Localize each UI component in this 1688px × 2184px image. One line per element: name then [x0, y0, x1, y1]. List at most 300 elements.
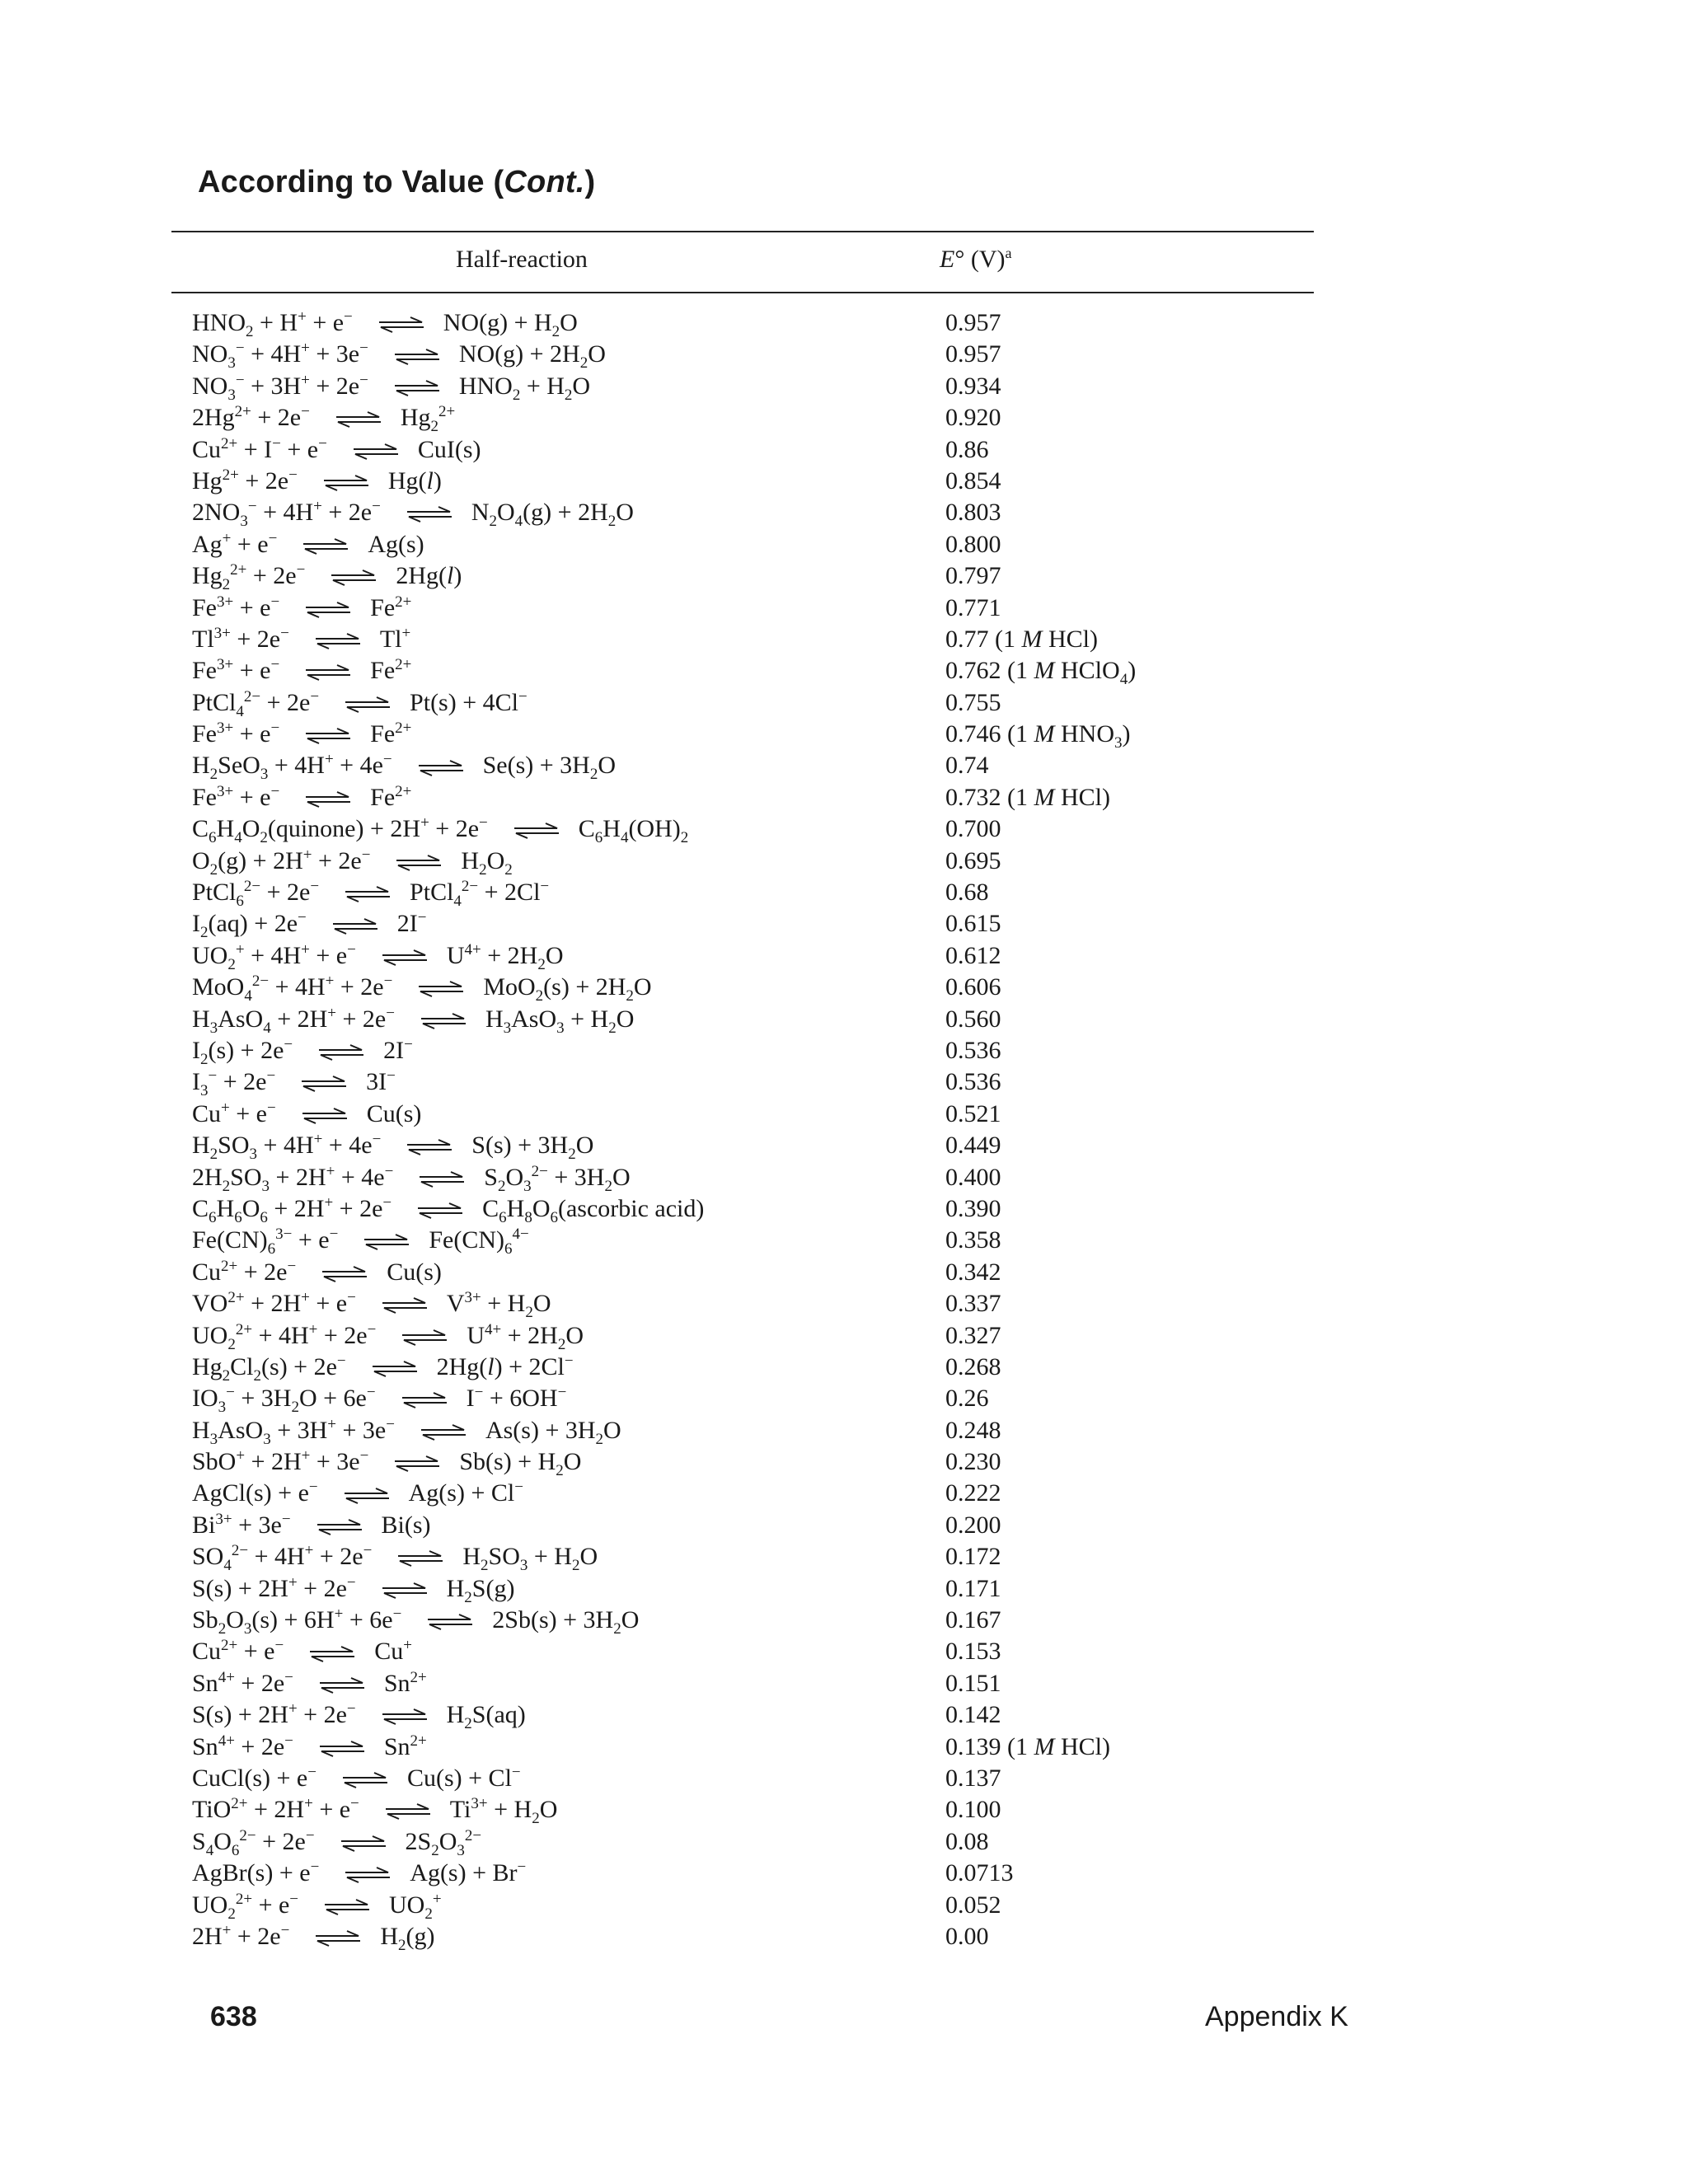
table-row: [0, 1035, 1688, 1066]
table-row: [0, 1257, 1688, 1288]
table-row: [0, 1130, 1688, 1164]
table-row: [0, 1415, 1688, 1446]
equilibrium-arrow-icon: [416, 1202, 464, 1219]
reactants: SbO+ + 2H+ + 3e−: [192, 1447, 369, 1476]
reactants: $S_4O_6^{2-} + 2e^-$: [192, 1826, 315, 1859]
potential-condition: (1 M $HNO_3$): [1001, 720, 1131, 752]
table-body: [0, 307, 1688, 1952]
reactants: $Fe^{3+} + e^-$: [192, 782, 280, 811]
products: $Sn^{2+}$: [383, 1668, 427, 1697]
half-reaction: [192, 1288, 551, 1322]
heading-italic: Cont.: [504, 165, 585, 199]
potential-number: 0.934: [945, 372, 1001, 400]
products: $H_3AsO_3 + H_2O$: [485, 1005, 635, 1037]
potential-number: 0.695: [945, 846, 1001, 874]
potential-number: 0.560: [945, 1005, 1001, 1033]
products: 2Hg(l) + 2Cl−: [436, 1352, 574, 1380]
half-reaction: [192, 402, 455, 434]
reactants: $Cu^{2+} + I^- + e^-$: [192, 434, 327, 463]
potential-number: 0.797: [945, 562, 1001, 590]
half-reaction: [192, 1541, 598, 1575]
table-row: [0, 1858, 1688, 1889]
potential-value: [945, 1162, 1001, 1193]
potential-value: [945, 1004, 1001, 1035]
products: $H_2SO_3 + H_2O$: [462, 1543, 598, 1575]
potential-number: 0.957: [945, 309, 1001, 336]
half-reaction: [192, 1636, 412, 1667]
products: $N_2O_4(g) + 2H_2O$: [471, 499, 634, 531]
table-row: [0, 1573, 1688, 1605]
half-reaction: [192, 1573, 514, 1605]
equilibrium-arrow-icon: [301, 1108, 349, 1124]
potential-number: 0.151: [945, 1669, 1001, 1697]
potential-number: 0.08: [945, 1827, 989, 1855]
potential-value: [945, 1415, 1001, 1446]
half-reaction: [192, 1035, 413, 1066]
table-row: [0, 371, 1688, 402]
half-reaction: [192, 1257, 442, 1288]
equilibrium-arrow-icon: [314, 1930, 362, 1947]
potential-value: [945, 1573, 1001, 1605]
table-row: [0, 1162, 1688, 1193]
table-row: [0, 750, 1688, 784]
products: $UO_2^+$: [389, 1890, 442, 1923]
table-row: [0, 1478, 1688, 1509]
reactants: $H_2SeO_3 + 4H^+ + 4e^-$: [192, 751, 392, 784]
table-row: [0, 1099, 1688, 1130]
products: $Sn^{2+}$: [383, 1732, 427, 1760]
potential-value: [945, 782, 1110, 813]
half-reaction: [192, 1130, 594, 1164]
potential-value: [945, 560, 1001, 592]
potential-value: [945, 877, 989, 908]
reactants: $C_6H_6O_6 + 2H^+ + 2e^-$: [192, 1193, 392, 1226]
equilibrium-arrow-icon: [344, 1867, 392, 1883]
equilibrium-arrow-icon: [420, 1013, 467, 1029]
reactants: $C_6H_4O_2(quinone) + 2H^+ + 2e^-$: [192, 814, 488, 847]
reactants: $NO_3^- + 4H^+ + 3e^-$: [192, 340, 368, 373]
table-row: [0, 1193, 1688, 1225]
half-reaction: [192, 434, 481, 466]
table-row: [0, 908, 1688, 940]
reactants: $Hg^{2+} + 2e^-$: [192, 466, 298, 494]
potential-number: 0.957: [945, 340, 1001, 368]
equilibrium-arrow-icon: [381, 949, 429, 966]
equilibrium-arrow-icon: [384, 1803, 432, 1820]
potential-value: [945, 687, 1001, 719]
products: Cu(s) + Cl−: [406, 1763, 521, 1792]
reactants: $Fe(CN)_6^{3-} + e^-$: [192, 1226, 339, 1258]
products: $NO(g) + H_2O$: [443, 309, 578, 340]
potential-value: [945, 1763, 1001, 1794]
equilibrium-arrow-icon: [401, 1392, 448, 1408]
table-row: [0, 1320, 1688, 1352]
potential-number: 0.139: [945, 1732, 1001, 1760]
reactants: PtCl$_4^{2-}$ + 2e−: [192, 687, 320, 720]
potential-number: 0.521: [945, 1099, 1001, 1127]
potential-number: 0.26: [945, 1385, 989, 1413]
potential-number: 0.153: [945, 1638, 1001, 1666]
table-row: [0, 434, 1688, 466]
products: $Sb(s) + H_2O$: [459, 1448, 582, 1480]
reactants: AgBr(s) + e−: [192, 1858, 320, 1887]
products: $V^{3+} + H_2O$: [446, 1289, 551, 1322]
equilibrium-arrow-icon: [395, 855, 443, 871]
potential-number: 0.86: [945, 435, 989, 463]
table-row: [0, 1383, 1688, 1417]
half-reaction: [192, 1066, 396, 1098]
table-row: [0, 719, 1688, 750]
equilibrium-arrow-icon: [406, 506, 453, 523]
potential-value: [945, 466, 1001, 497]
potential-unit: ° (V): [954, 246, 1006, 273]
table-row: [0, 1668, 1688, 1699]
potential-number: 0.390: [945, 1194, 1001, 1222]
reactants: $Sn^{4+} + 2e^-$: [192, 1668, 293, 1697]
products: 2I−: [396, 909, 427, 938]
products: Ag(s) + Br−: [410, 1858, 527, 1887]
potential-number: 0.606: [945, 973, 1001, 1001]
half-reaction: [192, 750, 617, 784]
table-row: [0, 497, 1688, 531]
reactants: S(s) + 2H+ + 2e−: [192, 1700, 356, 1729]
products: $Fe^{2+}$: [370, 656, 412, 685]
equilibrium-arrow-icon: [318, 1741, 366, 1757]
potential-condition: (1 M HCl): [1001, 783, 1110, 811]
equilibrium-arrow-icon: [393, 349, 441, 365]
equilibrium-arrow-icon: [322, 475, 370, 491]
table-row: [0, 1288, 1688, 1322]
products: $U^{4+} + 2H_2O$: [446, 940, 564, 973]
potential-number: 0.74: [945, 752, 989, 780]
potential-condition: (1 M HCl): [988, 625, 1098, 653]
potential-value: [945, 1732, 1110, 1763]
potential-value: [945, 1352, 1001, 1383]
potential-value: [945, 371, 1001, 402]
reactants: PtCl$_6^{2-}$ + 2e−: [192, 878, 320, 911]
potential-value: [945, 1890, 1001, 1921]
potential-number: 0.400: [945, 1163, 1001, 1191]
half-reaction: [192, 813, 688, 845]
products: 2Hg(l): [396, 562, 462, 590]
table-row: [0, 593, 1688, 624]
potential-value: [945, 1383, 989, 1414]
table-row: [0, 1763, 1688, 1794]
half-reaction: [192, 687, 528, 719]
equilibrium-arrow-icon: [335, 411, 382, 428]
equilibrium-arrow-icon: [344, 696, 392, 713]
potential-number: 0.755: [945, 688, 1001, 716]
potential-value: [945, 1193, 1001, 1225]
potential-value: [945, 593, 1001, 624]
equilibrium-arrow-icon: [406, 1139, 453, 1155]
equilibrium-arrow-icon: [304, 728, 352, 744]
potential-value: [945, 940, 1001, 972]
reactants: TiO$^{2+}$ + 2H+ + e−: [192, 1795, 359, 1824]
potential-value: [945, 908, 1001, 940]
half-reaction: [192, 1446, 581, 1478]
reactants: $H_2SO_3 + 4H^+ + 4e^-$: [192, 1131, 382, 1164]
products: 3I−: [366, 1067, 396, 1096]
reactants: $Cu^{2+} + 2e^-$: [192, 1257, 297, 1286]
half-reaction: [192, 1794, 558, 1828]
equilibrium-arrow-icon: [314, 633, 362, 649]
products: Hg(l): [387, 466, 442, 494]
equilibrium-arrow-icon: [417, 981, 465, 997]
potential-number: 0.268: [945, 1352, 1001, 1380]
products: $Ti^{3+} + H_2O$: [449, 1795, 558, 1828]
table-row: [0, 1066, 1688, 1098]
table-row: [0, 846, 1688, 877]
table-row: [0, 1004, 1688, 1035]
table-row: [0, 466, 1688, 497]
potential-number: 0.172: [945, 1543, 1001, 1571]
products: $H_2S(g)$: [446, 1574, 515, 1606]
equilibrium-arrow-icon: [304, 602, 352, 618]
reactants: $Fe^{3+} + e^-$: [192, 593, 280, 621]
potential-number: 0.137: [945, 1764, 1001, 1792]
half-reaction: [192, 940, 563, 972]
potential-value: [945, 846, 1001, 877]
reactants: $UO_2^{2+} + e^-$: [192, 1890, 299, 1923]
table-row: [0, 687, 1688, 719]
footnote-marker: a: [1005, 245, 1012, 261]
products: 2I−: [383, 1035, 413, 1064]
half-reaction: [192, 560, 462, 592]
equilibrium-arrow-icon: [304, 664, 352, 681]
potential-number: 0.449: [945, 1132, 1001, 1160]
products: Tl+: [379, 624, 411, 653]
equilibrium-arrow-icon: [363, 1234, 410, 1250]
half-reaction: [192, 1004, 634, 1035]
products: $NO(g) + 2H_2O$: [458, 340, 606, 373]
half-reaction: [192, 1225, 529, 1256]
potential-value: [945, 972, 1001, 1003]
potential-value: [945, 719, 1131, 750]
reactants: $I_2(aq) + 2e^-$: [192, 909, 307, 942]
potential-value: [945, 1668, 1001, 1699]
half-reaction: [192, 1320, 584, 1352]
reactants: $UO_2^+ + 4H^+ + e^-$: [192, 940, 356, 973]
products: $C_6H_8O_6(ascorbic$ acid): [482, 1194, 705, 1226]
equilibrium-arrow-icon: [343, 1488, 391, 1504]
equilibrium-arrow-icon: [317, 1044, 365, 1061]
half-reaction: [192, 593, 411, 624]
table-row: [0, 339, 1688, 373]
products: $C_6H_4(OH)_2$: [578, 815, 689, 847]
reactants: $2NO_3^- + 4H^+ + 2e^-$: [192, 498, 381, 531]
half-reaction: [192, 1732, 427, 1763]
potential-number: 0.0713: [945, 1859, 1014, 1887]
potential-value: [945, 1921, 989, 1952]
equilibrium-arrow-icon: [304, 791, 352, 808]
half-reaction: [192, 1162, 631, 1193]
table-row: [0, 1732, 1688, 1763]
reactants: $Hg_2Cl_2(s) + 2e^-$: [192, 1352, 346, 1385]
equilibrium-arrow-icon: [344, 886, 392, 902]
reactants: $Sn^{4+} + 2e^-$: [192, 1732, 293, 1760]
reactants: $IO_3^- + 3H_2O + 6e^-$: [192, 1384, 376, 1417]
potential-value: [945, 1636, 1001, 1667]
equilibrium-arrow-icon: [393, 1455, 441, 1472]
table-row: [0, 1225, 1688, 1256]
reactants: $H_3AsO_3 + 3H^+ + 3e^-$: [192, 1415, 395, 1448]
table-row: [0, 1510, 1688, 1541]
products: Bi(s): [381, 1511, 431, 1539]
potential-value: [945, 1035, 1001, 1066]
reactants: $2H_2SO_3 + 2H^+ + 4e^-$: [192, 1162, 394, 1195]
potential-value: [945, 1541, 1001, 1572]
reactants: $Sb_2O_3(s) + 6H^+ + 6e^-$: [192, 1605, 402, 1638]
potential-value: [945, 1066, 1001, 1098]
reactants: MoO$_4^{2-}$ + 4H+ + 2e−: [192, 972, 393, 1005]
equilibrium-arrow-icon: [300, 1076, 348, 1092]
potential-condition: (1 M HClO$_4$): [1001, 657, 1137, 689]
table-row: [0, 782, 1688, 813]
reactants: $I_3^- + 2e^-$: [192, 1067, 276, 1100]
potential-number: 0.746: [945, 720, 1001, 748]
half-reaction: [192, 1890, 442, 1921]
table-row: [0, 813, 1688, 845]
potential-number: 0.732: [945, 783, 1001, 811]
potential-value: [945, 307, 1001, 339]
potential-value: [945, 402, 1001, 434]
potential-value: [945, 813, 1001, 845]
table-row: [0, 1794, 1688, 1828]
potential-value: [945, 1699, 1001, 1731]
potential-condition: (1 M HCl): [1001, 1732, 1110, 1760]
column-header-potential: [940, 246, 1011, 274]
page-number: 638: [210, 2001, 257, 2032]
heading-open-paren: (: [493, 165, 504, 199]
reactants: $Tl^{3+} + 2e^-$: [192, 624, 289, 653]
potential-value: [945, 1826, 989, 1858]
half-reaction: [192, 466, 442, 497]
half-reaction: [192, 497, 634, 531]
potential-value: [945, 655, 1136, 687]
products: $H_2(g)$: [380, 1922, 435, 1954]
equilibrium-arrow-icon: [393, 380, 441, 396]
potential-number: 0.536: [945, 1036, 1001, 1064]
potential-value: [945, 497, 1001, 528]
potential-value: [945, 1446, 1001, 1478]
table-row: [0, 940, 1688, 972]
table-row: [0, 1699, 1688, 1731]
table-row: [0, 1826, 1688, 1858]
potential-number: 0.337: [945, 1290, 1001, 1318]
half-reaction: [192, 972, 652, 1003]
half-reaction: [192, 1383, 567, 1417]
products: CuI(s): [417, 435, 481, 463]
table-row: [0, 1636, 1688, 1667]
equilibrium-arrow-icon: [513, 823, 560, 839]
table-row: [0, 624, 1688, 655]
reactants: $H_3AsO_4 + 2H^+ + 2e^-$: [192, 1004, 395, 1037]
potential-value: [945, 1858, 1014, 1889]
half-reaction: [192, 877, 550, 911]
potential-number: 0.230: [945, 1448, 1001, 1476]
half-reaction: [192, 1352, 574, 1383]
potential-number: 0.536: [945, 1068, 1001, 1096]
page-heading: [198, 165, 595, 200]
potential-number: 0.612: [945, 941, 1001, 969]
products: $2Sb(s) + 3H_2O$: [492, 1606, 640, 1638]
potential-number: 0.920: [945, 404, 1001, 432]
half-reaction: [192, 371, 590, 402]
equilibrium-arrow-icon: [318, 1677, 366, 1694]
products: Ag(s) + Cl−: [408, 1479, 523, 1507]
potential-value: [945, 1605, 1001, 1636]
reactants: $I_2(s) + 2e^-$: [192, 1035, 293, 1068]
equilibrium-arrow-icon: [377, 316, 425, 333]
half-reaction: [192, 624, 410, 655]
potential-number: 0.200: [945, 1511, 1001, 1539]
half-reaction: [192, 1699, 526, 1731]
equilibrium-arrow-icon: [381, 1582, 429, 1599]
potential-value: [945, 1257, 1001, 1288]
potential-number: 0.803: [945, 499, 1001, 527]
half-reaction: [192, 1826, 481, 1858]
half-reaction: [192, 307, 578, 339]
equilibrium-arrow-icon: [401, 1329, 448, 1346]
equilibrium-arrow-icon: [330, 569, 377, 586]
potential-number: 0.358: [945, 1226, 1001, 1254]
products: $Fe^{2+}$: [370, 719, 412, 748]
reactants: $NO_3^- + 3H^+ + 2e^-$: [192, 371, 368, 404]
reactants: $SO_4^{2-} + 4H^+ + 2e^-$: [192, 1542, 373, 1575]
half-reaction: [192, 1858, 526, 1889]
equilibrium-arrow-icon: [417, 760, 465, 776]
potential-value: [945, 1225, 1001, 1256]
half-reaction: [192, 1668, 427, 1699]
half-reaction: [192, 655, 411, 687]
potential-value: [945, 434, 989, 466]
table-row: [0, 402, 1688, 434]
products: $U^{4+} + 2H_2O$: [467, 1320, 584, 1353]
products: $H_2O_2$: [461, 846, 513, 879]
products: $As(s) + 3H_2O$: [485, 1416, 621, 1448]
equilibrium-arrow-icon: [352, 443, 400, 460]
products: $Fe(CN)_6^{4-}$: [429, 1226, 529, 1258]
half-reaction: [192, 1193, 704, 1225]
half-reaction: [192, 1921, 435, 1952]
potential-number: 0.615: [945, 910, 1001, 938]
equilibrium-arrow-icon: [316, 1519, 363, 1535]
potential-number: 0.762: [945, 657, 1001, 685]
half-reaction: [192, 529, 424, 560]
potential-number: 0.854: [945, 466, 1001, 494]
half-reaction: [192, 908, 426, 940]
reactants: $Fe^{3+} + e^-$: [192, 656, 280, 685]
half-reaction: [192, 1605, 639, 1636]
potential-number: 0.800: [945, 530, 1001, 558]
equilibrium-arrow-icon: [418, 1171, 466, 1188]
equilibrium-arrow-icon: [340, 1835, 387, 1852]
potential-value: [945, 1288, 1001, 1319]
heading-close-paren: ): [584, 165, 596, 199]
table-row: [0, 1921, 1688, 1952]
column-header-half-reaction: Half-reaction: [456, 246, 588, 273]
potential-number: 0.00: [945, 1922, 989, 1950]
table-row: [0, 877, 1688, 911]
table-row: [0, 972, 1688, 1003]
reactants: $Cu^{2+} + e^-$: [192, 1637, 284, 1666]
products: $H_2S(aq)$: [446, 1701, 526, 1733]
reactants: CuCl(s) + e−: [192, 1763, 316, 1792]
equilibrium-arrow-icon: [323, 1899, 371, 1915]
potential-value: [945, 1320, 1001, 1352]
products: PtCl$_4^{2-}$ + 2Cl−: [410, 878, 550, 911]
